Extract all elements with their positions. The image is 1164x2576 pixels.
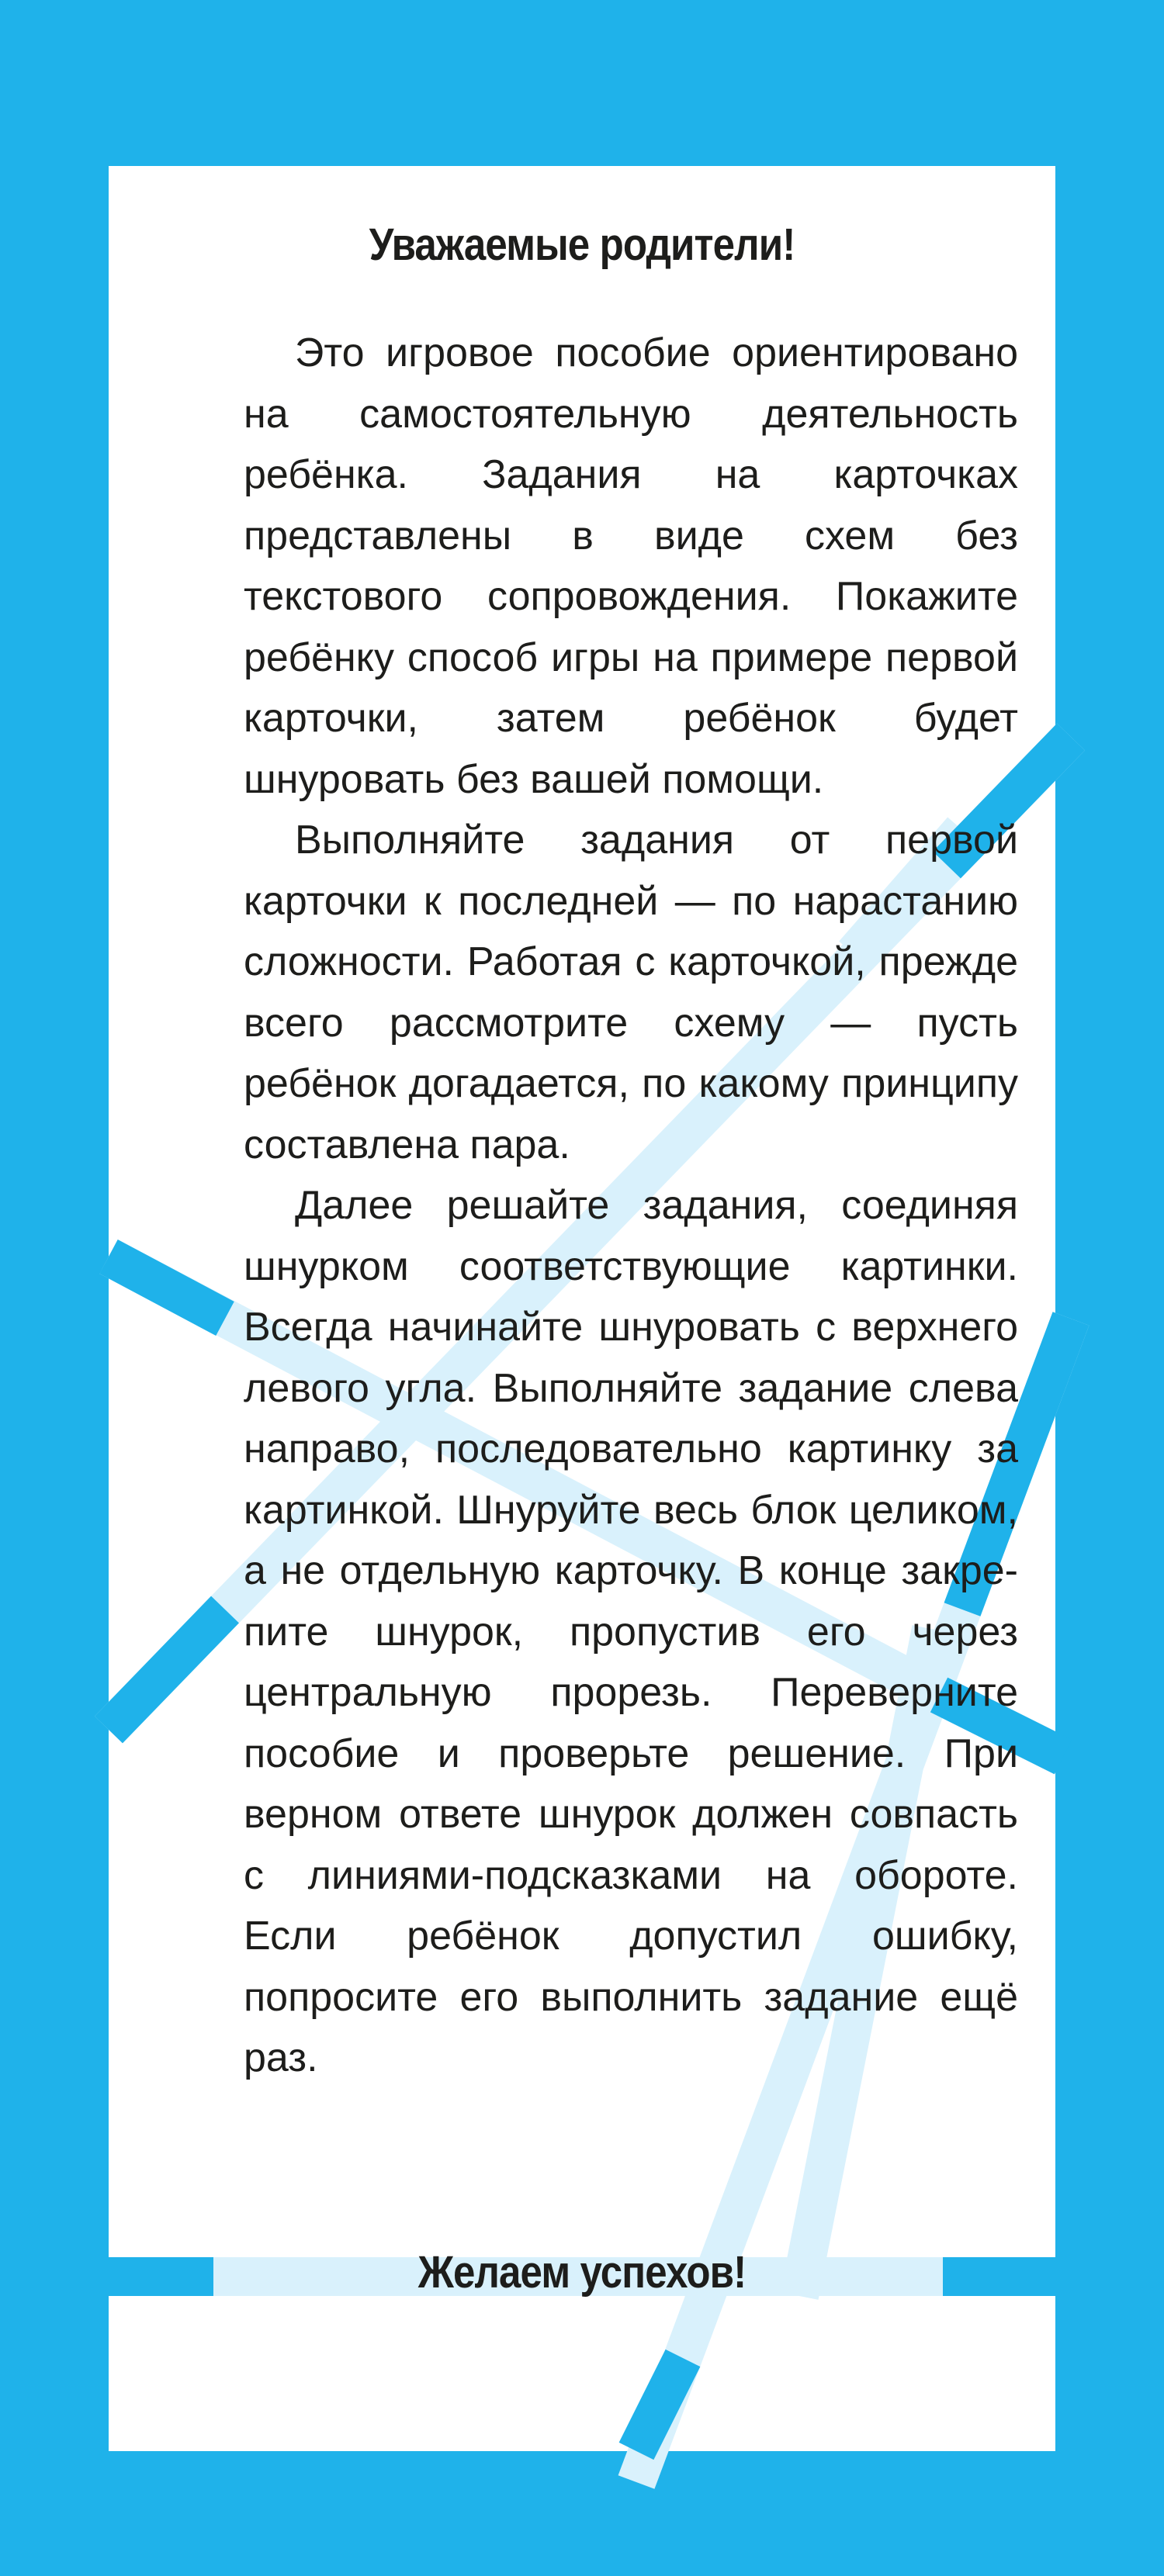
paragraph: Это игровое пособие ориентировано на самостоятельную деятельность ребёнка. Задания на карточках представлены в виде схем без текстового сопровождения. Покажите ребёнку способ игры на примере первой карточки, затем ребёнок будет шнуровать без вашей помощи. (244, 330, 1018, 802)
instruction-card (109, 166, 1055, 2451)
instruction-text (244, 323, 1018, 2089)
paragraph: Выполняйте задания от первой карточки к последней — по нарастанию сложности. Работая с карточкой, прежде всего рассмотрите схему — пусть ребёнок догадается, по какому принципу составлена пара. (244, 818, 1018, 1167)
card-content (109, 166, 1055, 2451)
paragraph: Далее решайте задания, соединяя шнурком соответствующие картинки. Всегда начинайте шнуровать с верхнего левого угла. Выполняйте задание слева направо, последовательно картинку за картинкой. Шнуруйте весь блок целиком, а не отдельную карточку. В конце закрепите шнурок, пропустив его через центральную прорезь. Переверните пособие и проверьте решение. При верном ответе шнурок должен совпасть с линиями-подсказками на обороте. Если ребёнок допустил ошибку, попросите его выполнить задание ещё раз. (244, 1183, 1018, 2080)
page-title: Уважаемые родители! (369, 220, 795, 270)
closing-text: Желаем успехов! (417, 2247, 747, 2298)
